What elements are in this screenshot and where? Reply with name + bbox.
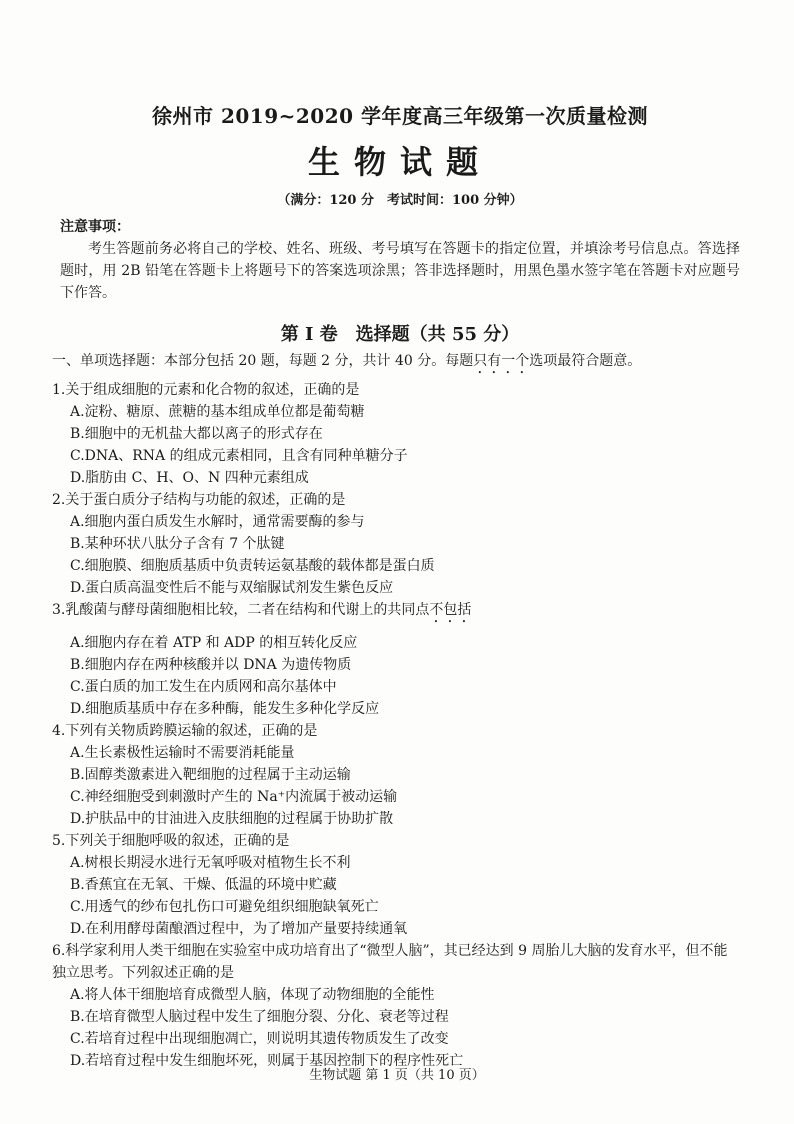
option-b: B.香蕉宜在无氧、干燥、低温的环境中贮藏: [70, 877, 337, 893]
page-footer: 生物试题 第 1 页（共 10 页）: [309, 1068, 485, 1083]
question-stem: 1.关于组成细胞的元素和化合物的叙述，正确的是: [52, 382, 360, 398]
option-b: B.细胞内存在两种核酸并以 DNA 为遗传物质: [70, 657, 352, 673]
section-instructions: [52, 350, 740, 377]
option-a: A.细胞内蛋白质发生水解时，通常需要酶的参与: [70, 514, 365, 530]
option-c: C.蛋白质的加工发生在内质网和高尔基体中: [70, 679, 337, 695]
option-b: B.细胞中的无机盐大都以离子的形式存在: [70, 426, 323, 442]
question-stem: [52, 599, 740, 626]
notice-heading: 注意事项：: [60, 219, 130, 235]
section-instr-suffix: 选项最符合题意。: [529, 353, 642, 369]
question-stem: 5.下列关于细胞呼吸的叙述，正确的是: [52, 833, 290, 849]
option-d: D.若培育过程中发生细胞坏死，则属于基因控制下的程序性死亡: [70, 1053, 464, 1069]
exam-title: 徐州市 2019~2020 学年度高三年级第一次质量检测: [151, 104, 648, 128]
option-d: D.在利用酵母菌酿酒过程中，为了增加产量要持续通氧: [70, 921, 408, 937]
option-b: B.在培育微型人脑过程中发生了细胞分裂、分化、衰老等过程: [70, 1009, 449, 1025]
subject-title: 生物试题: [307, 143, 492, 181]
option-c: C.DNA、RNA 的组成元素相同，且含有同种单糖分子: [70, 448, 408, 464]
notice-body: 考生答题前务必将自己的学校、姓名、班级、考号填写在答题卡的指定位置，并填涂考号信息点。答选择题时，用 2B 铅笔在答题卡上将题号下的答案选项涂黑；答非选择题时，用黑色墨水签字笔在答题卡对应题号下作答。: [60, 241, 740, 301]
option-a: A.生长素极性运输时不需要消耗能量: [70, 745, 295, 761]
option-d: D.细胞质基质中存在多种酶，能发生多种化学反应: [70, 701, 380, 717]
option-a: A.将人体干细胞培育成微型人脑，体现了动物细胞的全能性: [70, 987, 435, 1003]
section-instr-emphasis: 只有一个: [473, 353, 530, 369]
exam-page: [52, 100, 740, 1072]
option-a: A.树根长期浸水进行无氧呼吸对植物生长不利: [70, 855, 351, 871]
question-6: [52, 940, 740, 1072]
question-stem-prefix: 3.乳酸菌与酵母菌细胞相比较，二者在结构和代谢上的共同点: [52, 602, 430, 618]
option-b: B.某种环状八肽分子含有 7 个肽键: [70, 536, 285, 552]
question-2: [52, 489, 740, 599]
option-c: C.细胞膜、细胞质基质中负责转运氨基酸的载体都是蛋白质: [70, 558, 435, 574]
question-4: [52, 720, 740, 830]
option-c: C.神经细胞受到刺激时产生的 Na⁺内流属于被动运输: [70, 789, 398, 805]
question-1: [52, 379, 740, 489]
question-stem: 4.下列有关物质跨膜运输的叙述，正确的是: [52, 723, 318, 739]
section-title: 第 I 卷 选择题（共 55 分）: [280, 324, 520, 345]
option-b: B.固醇类激素进入靶细胞的过程属于主动运输: [70, 767, 351, 783]
option-c: C.用透气的纱布包扎伤口可避免组织细胞缺氧死亡: [70, 899, 379, 915]
question-5: [52, 830, 740, 940]
option-d: D.脂肪由 C、H、O、N 四种元素组成: [70, 470, 309, 486]
question-3: [52, 599, 740, 720]
option-d: D.蛋白质高温变性后不能与双缩脲试剂发生紫色反应: [70, 580, 394, 596]
option-a: A.细胞内存在着 ATP 和 ADP 的相互转化反应: [70, 635, 358, 651]
option-c: C.若培育过程中出现细胞凋亡，则说明其遗传物质发生了改变: [70, 1031, 449, 1047]
question-stem: 6.科学家利用人类干细胞在实验室中成功培育出了“微型人脑”，其已经达到 9 周胎儿大脑的发育水平，但不能独立思考。下列叙述正确的是: [52, 943, 728, 981]
question-stem: 2.关于蛋白质分子结构与功能的叙述，正确的是: [52, 492, 346, 508]
exam-meta: （满分：120 分 考试时间：100 分钟）: [277, 193, 523, 208]
option-d: D.护肤品中的甘油进入皮肤细胞的过程属于协助扩散: [70, 811, 394, 827]
question-stem-emphasis: 不包括: [429, 602, 472, 618]
section-instr-prefix: 一、单项选择题：本部分包括 20 题，每题 2 分，共计 40 分。每题: [52, 353, 474, 369]
option-a: A.淀粉、糖原、蔗糖的基本组成单位都是葡萄糖: [70, 404, 365, 420]
